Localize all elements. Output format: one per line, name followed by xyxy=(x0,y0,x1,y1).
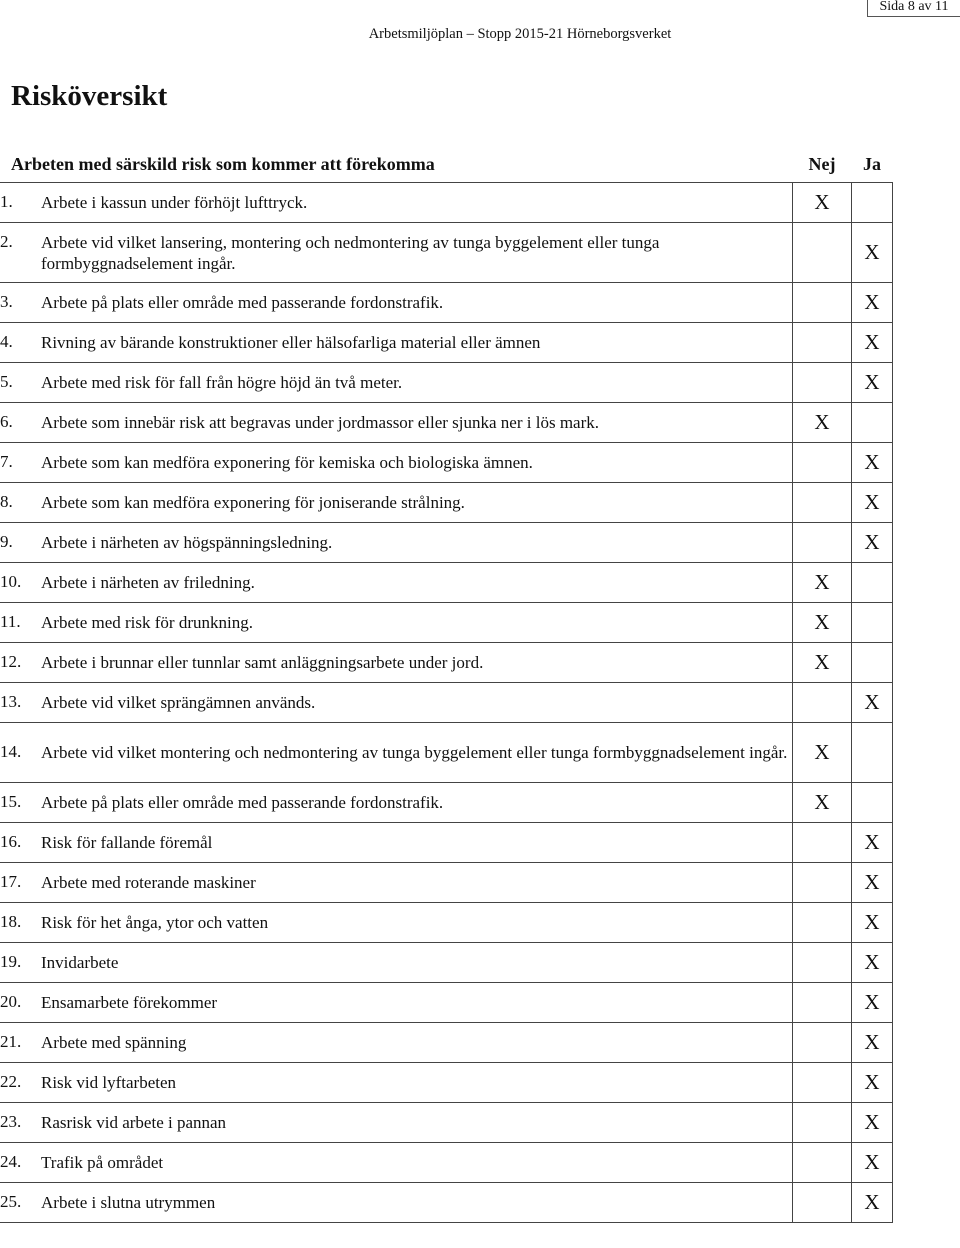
item-text: Risk för het ånga, ytor och vatten xyxy=(41,913,269,932)
table-header-row xyxy=(0,146,893,183)
item-number: 19. xyxy=(0,952,22,971)
table-row xyxy=(0,1063,893,1103)
risk-item-cell xyxy=(0,723,793,783)
table-row xyxy=(0,563,893,603)
risk-item-cell xyxy=(0,783,793,823)
ja-mark: X xyxy=(852,683,893,723)
ja-mark xyxy=(852,563,893,603)
risk-item-cell xyxy=(0,443,793,483)
item-number: 3. xyxy=(0,292,13,311)
ja-mark: X xyxy=(852,823,893,863)
table-row xyxy=(0,943,893,983)
risk-item-cell xyxy=(0,1143,793,1183)
item-number: 6. xyxy=(0,412,13,431)
item-text: Arbete i brunnar eller tunnlar samt anläggningsarbete under jord. xyxy=(41,653,484,672)
item-number: 14. xyxy=(0,742,22,761)
item-number: 1. xyxy=(0,192,13,211)
item-number: 20. xyxy=(0,992,22,1011)
ja-mark: X xyxy=(852,903,893,943)
nej-mark xyxy=(793,823,852,863)
nej-mark xyxy=(793,323,852,363)
item-number: 2. xyxy=(0,231,13,251)
item-text: Arbete i slutna utrymmen xyxy=(41,1193,216,1212)
item-number: 13. xyxy=(0,692,22,711)
ja-mark: X xyxy=(852,1023,893,1063)
nej-mark xyxy=(793,943,852,983)
risk-item-cell xyxy=(0,823,793,863)
nej-mark xyxy=(793,1103,852,1143)
nej-mark xyxy=(793,863,852,903)
risk-table xyxy=(0,146,893,1223)
item-number: 15. xyxy=(0,792,22,811)
item-number: 12. xyxy=(0,652,22,671)
ja-mark: X xyxy=(852,223,893,283)
nej-mark xyxy=(793,483,852,523)
item-number: 17. xyxy=(0,872,22,891)
item-number: 8. xyxy=(0,492,13,511)
table-row xyxy=(0,1183,893,1223)
nej-mark: X xyxy=(793,603,852,643)
risk-item-cell xyxy=(0,1063,793,1103)
item-number: 9. xyxy=(0,532,13,551)
ja-mark: X xyxy=(852,983,893,1023)
item-text: Trafik på området xyxy=(41,1153,164,1172)
item-text: Rasrisk vid arbete i pannan xyxy=(41,1113,227,1132)
item-text: Arbete vid vilket sprängämnen används. xyxy=(41,693,316,712)
item-text: Arbete i närheten av friledning. xyxy=(41,573,255,592)
table-row xyxy=(0,863,893,903)
table-row xyxy=(0,363,893,403)
risk-item-cell xyxy=(0,483,793,523)
item-text: Invidarbete xyxy=(41,953,119,972)
risk-item-cell xyxy=(0,683,793,723)
nej-mark xyxy=(793,983,852,1023)
nej-mark xyxy=(793,523,852,563)
table-row xyxy=(0,483,893,523)
ja-mark: X xyxy=(852,483,893,523)
nej-mark: X xyxy=(793,643,852,683)
item-number: 24. xyxy=(0,1152,22,1171)
item-text: Arbete på plats eller område med passerande fordonstrafik. xyxy=(41,293,444,312)
risk-item-cell xyxy=(0,643,793,683)
ja-mark: X xyxy=(852,323,893,363)
ja-mark xyxy=(852,643,893,683)
risk-item-cell xyxy=(0,863,793,903)
table-row xyxy=(0,903,893,943)
table-row xyxy=(0,1103,893,1143)
item-text: Arbete som kan medföra exponering för kemiska och biologiska ämnen. xyxy=(41,453,533,472)
item-text: Arbete med risk för drunkning. xyxy=(41,613,253,632)
nej-mark xyxy=(793,223,852,283)
ja-mark: X xyxy=(852,283,893,323)
question-column-header: Arbeten med särskild risk som kommer att förekomma xyxy=(0,146,793,183)
item-text: Arbete med risk för fall från högre höjd än två meter. xyxy=(41,373,403,392)
ja-mark: X xyxy=(852,1063,893,1103)
nej-mark: X xyxy=(793,783,852,823)
ja-mark xyxy=(852,183,893,223)
item-text: Risk vid lyftarbeten xyxy=(41,1073,177,1092)
table-row xyxy=(0,1023,893,1063)
nej-mark: X xyxy=(793,563,852,603)
ja-mark xyxy=(852,403,893,443)
nej-mark xyxy=(793,443,852,483)
item-text: Arbete med spänning xyxy=(41,1033,187,1052)
nej-mark xyxy=(793,1183,852,1223)
risk-item-cell xyxy=(0,563,793,603)
ja-mark xyxy=(852,603,893,643)
nej-mark: X xyxy=(793,723,852,783)
table-row xyxy=(0,283,893,323)
document-header: Arbetsmiljöplan – Stopp 2015-21 Hörneborgsverket xyxy=(368,26,672,42)
ja-mark: X xyxy=(852,943,893,983)
risk-item-cell xyxy=(0,943,793,983)
page-title: Risköversikt xyxy=(11,80,168,112)
risk-item-cell xyxy=(0,323,793,363)
table-row xyxy=(0,983,893,1023)
page-indicator: Sida 8 av 11 xyxy=(867,0,960,17)
nej-mark xyxy=(793,1143,852,1183)
item-number: 5. xyxy=(0,372,13,391)
nej-mark: X xyxy=(793,183,852,223)
item-text: Arbete med roterande maskiner xyxy=(41,873,256,892)
table-row xyxy=(0,323,893,363)
item-text: Ensamarbete förekommer xyxy=(41,993,218,1012)
table-row xyxy=(0,603,893,643)
risk-item-cell xyxy=(0,1023,793,1063)
ja-mark: X xyxy=(852,1103,893,1143)
item-text: Arbete på plats eller område med passerande fordonstrafik. xyxy=(41,793,444,812)
table-row xyxy=(0,523,893,563)
table-row xyxy=(0,643,893,683)
item-number: 18. xyxy=(0,912,22,931)
item-number: 16. xyxy=(0,832,22,851)
item-text: Rivning av bärande konstruktioner eller hälsofarliga material eller ämnen xyxy=(41,333,541,352)
item-number: 7. xyxy=(0,452,13,471)
nej-column-header: Nej xyxy=(793,146,852,183)
ja-mark: X xyxy=(852,863,893,903)
ja-mark: X xyxy=(852,1183,893,1223)
table-row xyxy=(0,443,893,483)
table-row xyxy=(0,223,893,283)
risk-item-cell xyxy=(0,523,793,563)
risk-item-cell xyxy=(0,403,793,443)
risk-item-cell xyxy=(0,983,793,1023)
ja-mark: X xyxy=(852,443,893,483)
item-text: Arbete som innebär risk att begravas under jordmassor eller sjunka ner i lös mark. xyxy=(41,413,600,432)
table-row xyxy=(0,403,893,443)
ja-mark: X xyxy=(852,1143,893,1183)
ja-mark xyxy=(852,723,893,783)
nej-mark xyxy=(793,363,852,403)
risk-item-cell xyxy=(0,283,793,323)
item-text: Arbete vid vilket lansering, montering och nedmontering av tunga byggelement eller tunga formbyggnadselement ingår. xyxy=(41,232,660,273)
nej-mark xyxy=(793,283,852,323)
risk-item-cell xyxy=(0,1103,793,1143)
risk-item-cell xyxy=(0,183,793,223)
item-text: Arbete i närheten av högspänningsledning. xyxy=(41,533,333,552)
risk-table-body xyxy=(0,183,893,1223)
table-row xyxy=(0,183,893,223)
item-text: Arbete vid vilket montering och nedmontering av tunga byggelement eller tunga formbyggnadselement ingår. xyxy=(41,743,788,762)
table-row xyxy=(0,723,893,783)
item-text: Risk för fallande föremål xyxy=(41,833,213,852)
risk-item-cell xyxy=(0,603,793,643)
risk-item-cell xyxy=(0,1183,793,1223)
nej-mark xyxy=(793,903,852,943)
ja-column-header: Ja xyxy=(852,146,893,183)
table-row xyxy=(0,783,893,823)
nej-mark xyxy=(793,1023,852,1063)
item-text: Arbete som kan medföra exponering för joniserande strålning. xyxy=(41,493,465,512)
ja-mark xyxy=(852,783,893,823)
item-number: 10. xyxy=(0,572,22,591)
nej-mark xyxy=(793,1063,852,1103)
risk-item-cell xyxy=(0,363,793,403)
item-number: 4. xyxy=(0,332,13,351)
risk-item-cell xyxy=(0,903,793,943)
risk-item-cell xyxy=(0,223,793,283)
item-number: 22. xyxy=(0,1072,22,1091)
table-row xyxy=(0,823,893,863)
nej-mark: X xyxy=(793,403,852,443)
item-text: Arbete i kassun under förhöjt lufttryck. xyxy=(41,193,308,212)
ja-mark: X xyxy=(852,523,893,563)
item-number: 25. xyxy=(0,1192,22,1211)
nej-mark xyxy=(793,683,852,723)
table-row xyxy=(0,683,893,723)
ja-mark: X xyxy=(852,363,893,403)
table-row xyxy=(0,1143,893,1183)
item-number: 21. xyxy=(0,1032,22,1051)
item-number: 23. xyxy=(0,1112,22,1131)
item-number: 11. xyxy=(0,612,21,631)
